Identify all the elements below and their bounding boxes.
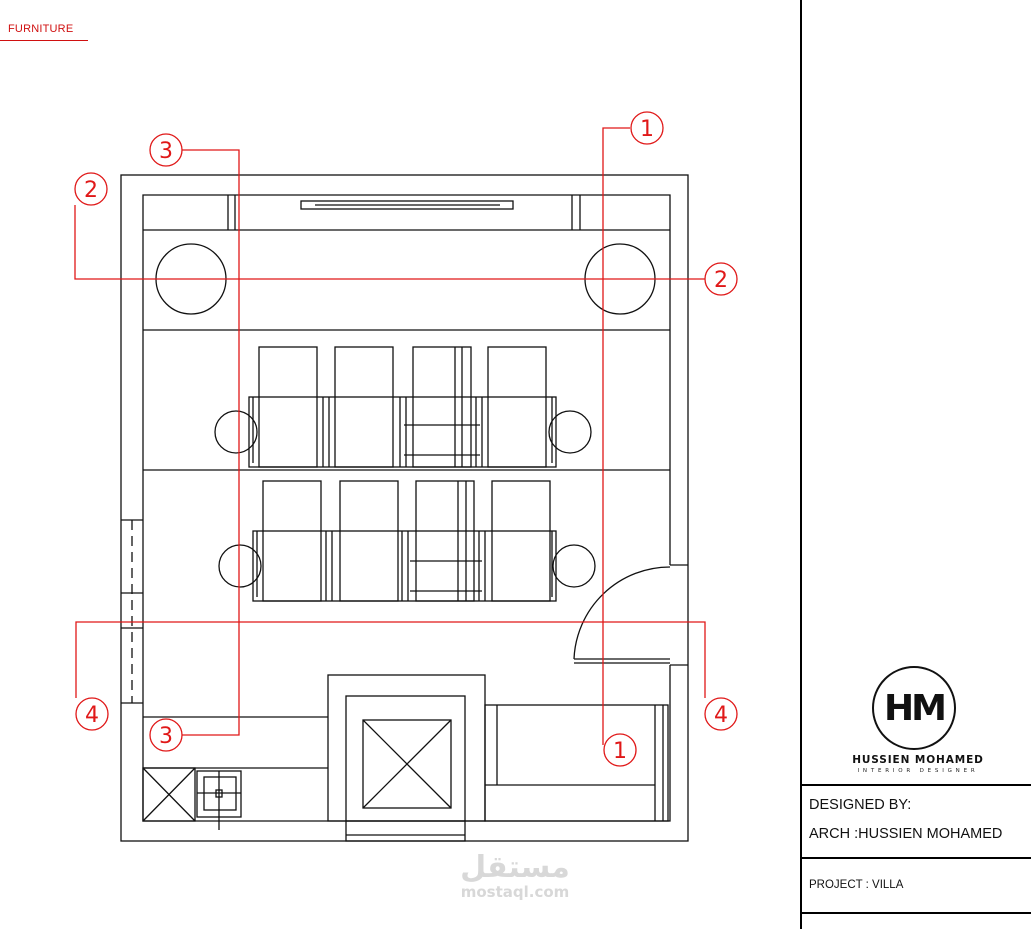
svg-text:4: 4 (85, 703, 99, 728)
section-line-3 (182, 150, 239, 735)
section-marker-1-top (631, 112, 663, 144)
side-table (553, 545, 595, 587)
title-block (800, 0, 1031, 929)
sheet-title: FURNITURE (8, 23, 74, 35)
logo: HM (872, 666, 956, 750)
svg-text:1: 1 (613, 739, 627, 764)
section-marker-4-right (705, 698, 737, 730)
designer-name: ARCH :HUSSIEN MOHAMED (809, 826, 1003, 842)
svg-text:2: 2 (714, 268, 728, 293)
svg-text:1: 1 (640, 117, 654, 142)
inner-wall (143, 195, 670, 821)
screen-stage (143, 195, 670, 230)
section-marker-4-left (76, 698, 108, 730)
recliner-row-1 (249, 347, 556, 467)
door (574, 565, 688, 665)
section-lines (75, 128, 705, 745)
title-block-divider (800, 857, 1031, 859)
svg-text:3: 3 (159, 724, 173, 749)
watermark-arabic: مستقل (460, 850, 570, 885)
brand-subtitle: INTERIOR DESIGNER (857, 768, 979, 774)
brand-name: HUSSIEN MOHAMED (852, 754, 984, 766)
svg-text:2: 2 (84, 178, 98, 203)
section-marker-3-top (150, 134, 182, 166)
section-line-1 (603, 128, 630, 745)
side-table (215, 411, 257, 453)
project-name: PROJECT : VILLA (809, 879, 904, 891)
section-marker-1-bottom (604, 734, 636, 766)
section-marker-2-right (705, 263, 737, 295)
watermark-latin: mostaql.com (460, 883, 570, 901)
center-cabinet (328, 675, 485, 841)
side-table (549, 411, 591, 453)
section-line-4 (76, 622, 705, 698)
section-line-2 (75, 205, 705, 279)
recliner-row-2 (253, 481, 556, 601)
title-block-divider (800, 784, 1031, 786)
sofa (485, 705, 668, 821)
title-block-divider (800, 912, 1031, 914)
svg-text:3: 3 (159, 139, 173, 164)
watermark (440, 852, 590, 900)
section-marker-2-left (75, 173, 107, 205)
designed-by-label: DESIGNED BY: (809, 797, 912, 813)
side-table (219, 545, 261, 587)
svg-text:4: 4 (714, 703, 728, 728)
window-left (121, 520, 143, 703)
section-marker-3-bottom (150, 719, 182, 751)
